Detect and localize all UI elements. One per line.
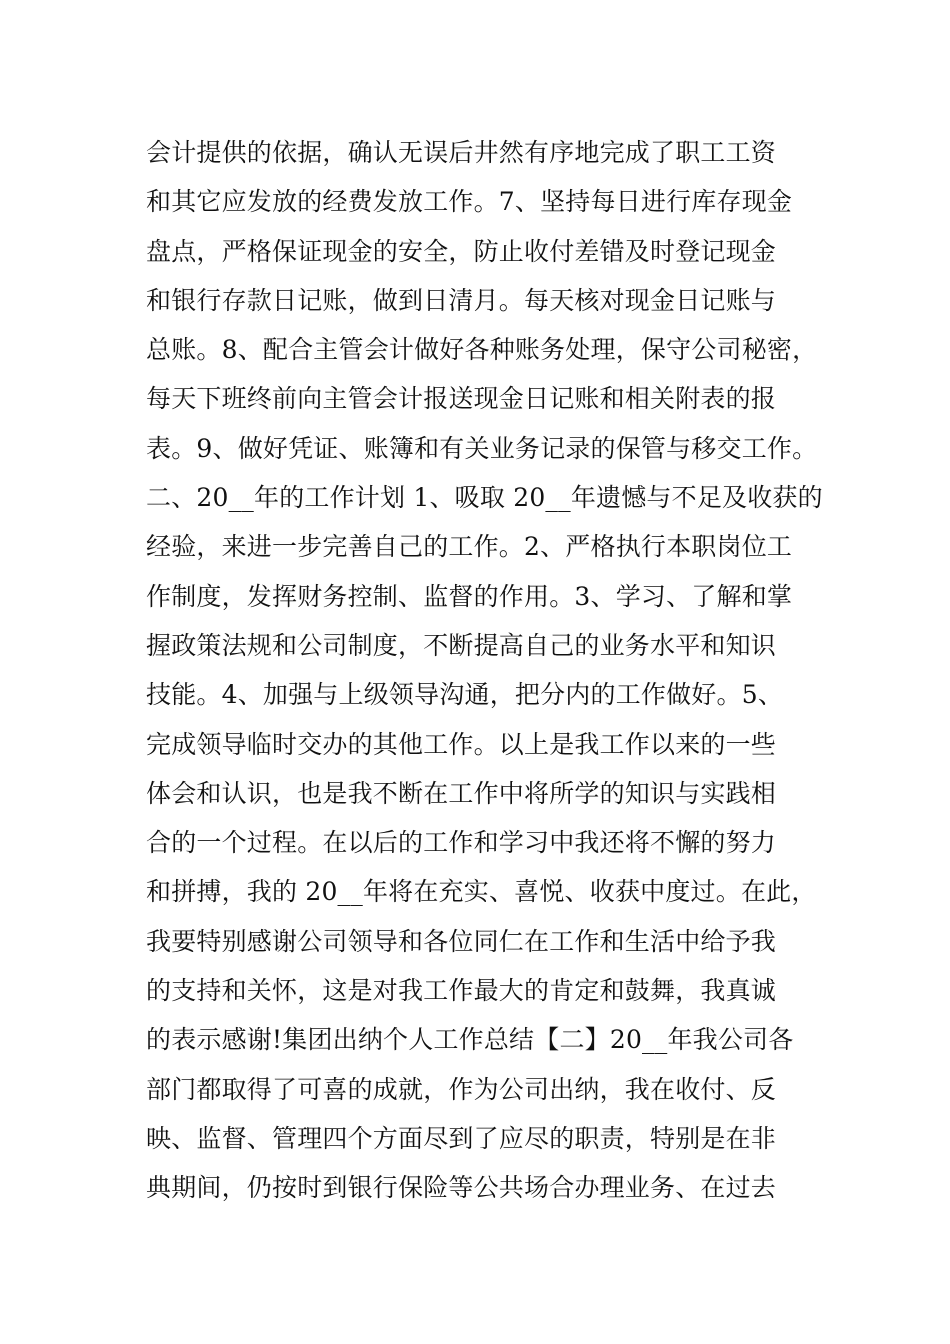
text-line: 会计提供的依据，确认无误后井然有序地完成了职工工资 [146,138,777,167]
text-line: 二、20__年的工作计划 1、吸取 20__年遗憾与不足及收获的 [146,483,823,513]
text-line: 每天下班终前向主管会计报送现金日记账和相关附表的报 [146,384,777,414]
text-line: 我要特别感谢公司领导和各位同仁在工作和生活中给予我 [146,926,777,956]
text-line: 完成领导临时交办的其他工作。以上是我工作以来的一些 [146,729,777,759]
text-line: 表。9、做好凭证、账簿和有关业务记录的保管与移交工作。 [146,433,818,463]
text-line: 和其它应发放的经费发放工作。7、坚持每日进行库存现金 [146,187,793,217]
text-line: 和银行存款日记账，做到日清月。每天核对现金日记账与 [146,285,777,315]
text-line: 技能。4、加强与上级领导沟通，把分内的工作做好。5、 [146,680,784,710]
text-line: 典期间，仍按时到银行保险等公共场合办理业务、在过去 [146,1173,777,1203]
text-line: 的支持和关怀，这是对我工作最大的肯定和鼓舞，我真诚 [146,976,777,1006]
text-line: 体会和认识，也是我不断在工作中将所学的知识与实践相 [146,778,777,808]
text-line: 合的一个过程。在以后的工作和学习中我还将不懈的努力 [146,828,777,858]
text-line: 经验，来进一步完善自己的工作。2、严格执行本职岗位工 [146,532,793,562]
text-line: 盘点，严格保证现金的安全，防止收付差错及时登记现金 [146,236,777,266]
text-line: 部门都取得了可喜的成就，作为公司出纳，我在收付、反 [146,1074,777,1104]
body-text [146,128,846,1213]
text-line: 总账。8、配合主管会计做好各种账务处理，保守公司秘密， [146,335,818,365]
text-line: 和拼搏，我的 20__年将在充实、喜悦、收获中度过。在此， [146,877,817,907]
text-line: 作制度，发挥财务控制、监督的作用。3、学习、了解和掌 [146,581,793,611]
text-line: 映、监督、管理四个方面尽到了应尽的职责，特别是在非 [146,1123,777,1153]
text-line: 的表示感谢!集团出纳个人工作总结【二】20__年我公司各 [146,1025,794,1055]
text-line: 握政策法规和公司制度，不断提高自己的业务水平和知识 [146,630,777,660]
